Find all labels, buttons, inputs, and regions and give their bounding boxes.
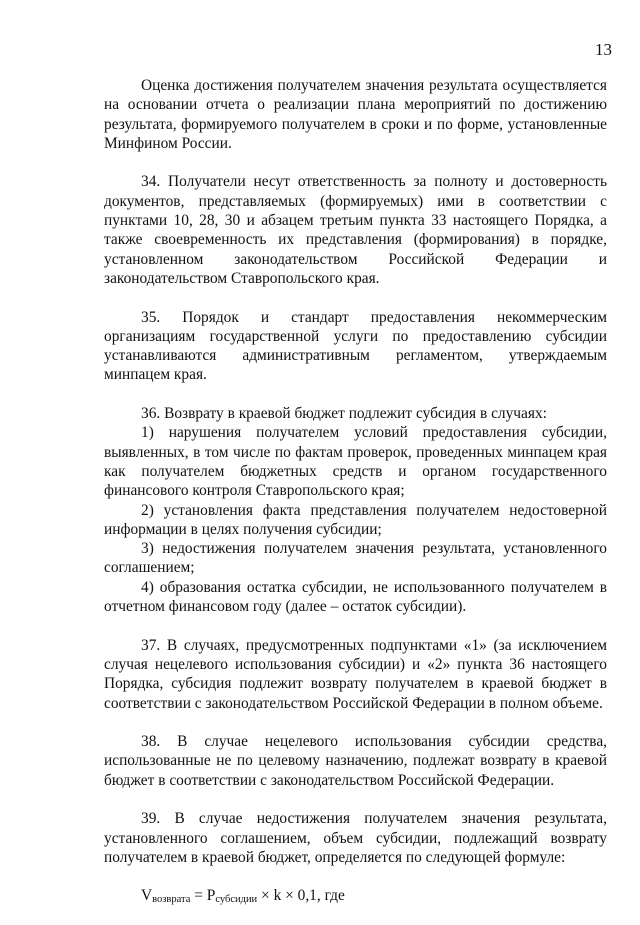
paragraph-36-item-2: 2) установления факта представления получателем недостоверной информации в целях получения субсидии; [104,501,607,538]
formula-equals: = [190,887,207,905]
paragraph-34: 34. Получатели несут ответственность за полноту и достоверность документов, представляемых (формируемых) ими в соответствии с пунктами 10, 28, 30 и абзацем третьим пункта 33 настоящего Порядка, а также своевременность их представления (формирования) в порядке, установленном законодательством Российской Федерации и законодательством Ставропольского края. [104,173,607,287]
document-body [104,76,607,925]
page-number: 13 [595,40,612,59]
paragraph-36: 36. Возврату в краевой бюджет подлежит субсидия в случаях: [141,405,547,423]
refund-formula [104,886,607,909]
formula-p-subscript: субсидии [215,894,258,906]
paragraph-result-assessment: Оценка достижения получателем значения результата осуществляется на основании отчета о реализации плана мероприятий по достижению результата, формируемого получателем в сроки и по форме, установленные Минфином России. [104,77,607,152]
paragraph-39: 39. В случае недостижения получателем значения результата, установленного соглашением, объем субсидии, подлежащий возврату получателем в краевой бюджет, определяется по следующей формуле: [104,810,607,866]
paragraph-38: 38. В случае нецелевого использования субсидии средства, использованные не по целевому назначению, подлежат возврату в краевой бюджет в соответствии с законодательством Российской Федерации. [104,733,607,789]
paragraph-36-item-1: 1) нарушения получателем условий предоставления субсидии, выявленных, в том числе по фактам проверок, проведенных минпацем края как получателем бюджетных средств и органом государственного финансового контроля Ставропольского края; [104,424,607,500]
formula-rest: × k × 0,1, где [257,887,345,905]
paragraph-37: 37. В случаях, предусмотренных подпунктами «1» (за исключением случая нецелевого использования субсидии) и «2» пункта 36 настоящего Порядка, субсидия подлежит возврату получателем в краевой бюджет в соответствии с законодательством Российской Федерации в полном объеме. [104,636,607,712]
formula-v: V [141,887,153,905]
paragraph-35: 35. Порядок и стандарт предоставления некоммерческим организациям государственной услуги по предоставлению субсидии устанавливаются административным регламентом, утверждаемым минпацем края. [104,308,607,384]
paragraph-36-item-4: 4) образования остатка субсидии, не использованного получателем в отчетном финансовом году (далее – остаток субсидии). [104,578,607,616]
formula-v-subscript: возврата [152,894,191,906]
paragraph-36-item-3: 3) недостижения получателем значения результата, установленного соглашением; [104,540,607,577]
formula-p: P [206,887,216,905]
